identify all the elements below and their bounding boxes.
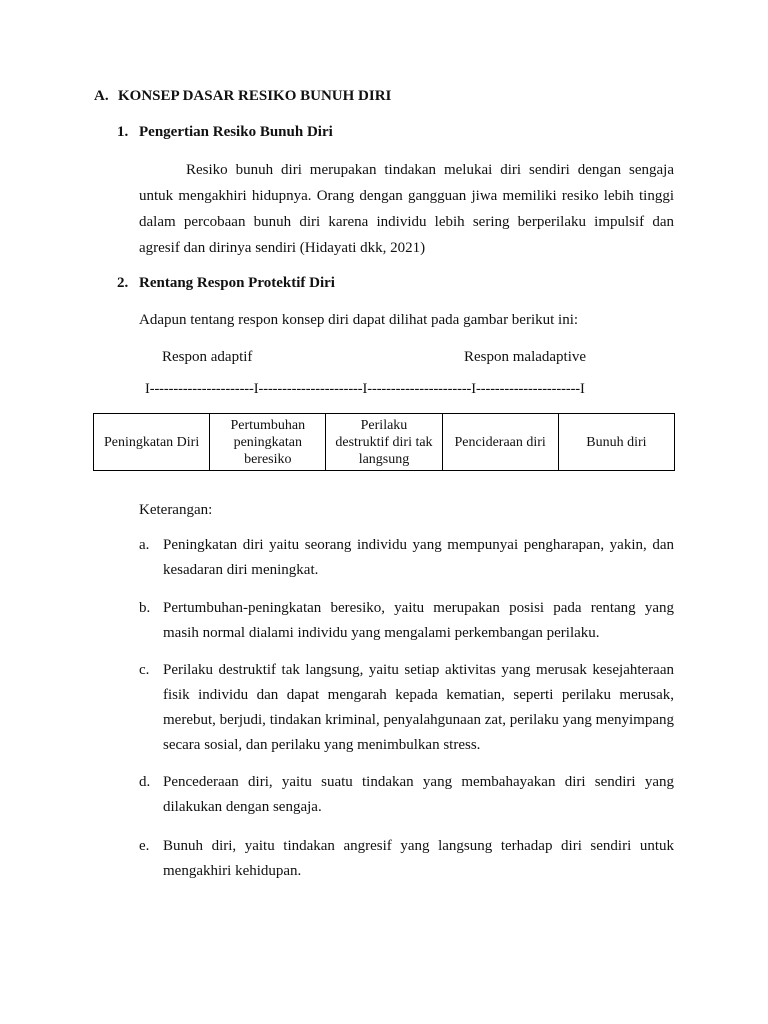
subsection-2-marker: 2. bbox=[117, 275, 129, 291]
diagram-intro: Adapun tentang respon konsep diri dapat dilihat pada gambar berikut ini: bbox=[139, 312, 579, 328]
list-item-marker: a. bbox=[139, 537, 150, 553]
spectrum-row bbox=[94, 414, 675, 471]
spectrum-cell-perilaku-destruktif: Perilaku destruktif diri tak langsung bbox=[326, 414, 442, 471]
section-marker: A. bbox=[94, 88, 109, 104]
list-item bbox=[139, 658, 674, 758]
list-item-text: Peningkatan diri yaitu seorang individu yang mempunyai pengharapan, yakin, dan kesadaran diri meningkat. bbox=[163, 537, 674, 578]
definition-paragraph bbox=[139, 157, 674, 261]
list-item-text: Bunuh diri, yaitu tindakan angresif yang langsung terhadap diri sendiri untuk mengakhiri kehidupan. bbox=[163, 838, 674, 879]
list-item bbox=[139, 596, 674, 646]
list-item-text: Pencederaan diri, yaitu suatu tindakan yang membahayakan diri sendiri yang dilakukan dengan sengaja. bbox=[163, 774, 674, 815]
spectrum-cell-pencideraan-diri: Pencideraan diri bbox=[442, 414, 558, 471]
spectrum-cell-bunuh-diri: Bunuh diri bbox=[558, 414, 674, 471]
subsection-1-marker: 1. bbox=[117, 124, 129, 140]
list-item bbox=[139, 770, 674, 820]
spectrum-cell-pertumbuhan: Pertumbuhan peningkatan beresiko bbox=[210, 414, 326, 471]
list-item bbox=[139, 533, 674, 583]
list-item-marker: e. bbox=[139, 838, 150, 854]
list-item-text: Perilaku destruktif tak langsung, yaitu setiap aktivitas yang merusak kesejahteraan fisik individu dan dapat mengarah kepada kematian, seperti perilaku merusak, merebut, berjudi, tindakan kriminal, penyalahgunaan zat, perilaku yang menyimpang secara sosial, dan perilaku yang menimbulkan stress. bbox=[163, 662, 674, 753]
spectrum-cell-peningkatan-diri: Peningkatan Diri bbox=[94, 414, 210, 471]
notes-heading: Keterangan: bbox=[139, 502, 213, 518]
list-item-marker: d. bbox=[139, 774, 151, 790]
list-item-text: Pertumbuhan-peningkatan beresiko, yaitu merupakan posisi pada rentang yang masih normal dialami individu yang mengalami perkembangan perilaku. bbox=[163, 600, 674, 641]
list-item-marker: b. bbox=[139, 600, 151, 616]
response-scale-line: I----------------------I----------------------I----------------------I----------------------I bbox=[145, 381, 585, 397]
definition-text: Resiko bunuh diri merupakan tindakan melukai diri sendiri dengan sengaja untuk mengakhiri hidupnya. Orang dengan gangguan jiwa memiliki resiko lebih tinggi dalam percobaan bunuh diri karena individu lebih sering berperilaku impulsif dan agresif dan dirinya sendiri (Hidayati dkk, 2021) bbox=[139, 162, 674, 256]
response-spectrum-table bbox=[93, 413, 675, 471]
list-item-marker: c. bbox=[139, 662, 150, 678]
section-title: KONSEP DASAR RESIKO BUNUH DIRI bbox=[118, 88, 392, 104]
subsection-2-title: Rentang Respon Protektif Diri bbox=[139, 275, 335, 291]
list-item bbox=[139, 834, 674, 884]
subsection-1-title: Pengertian Resiko Bunuh Diri bbox=[139, 124, 333, 140]
maladaptive-label: Respon maladaptive bbox=[464, 349, 587, 365]
adaptive-label: Respon adaptif bbox=[162, 349, 253, 365]
